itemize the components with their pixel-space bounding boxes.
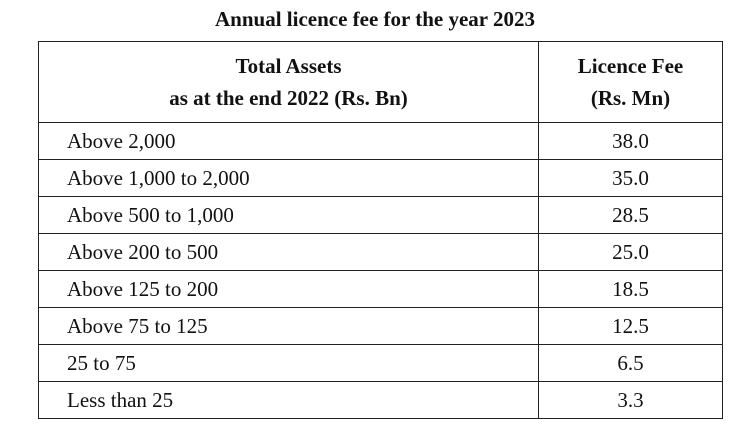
assets-cell: Above 75 to 125: [39, 308, 539, 345]
header-licence-fee: [539, 42, 723, 123]
table-row: [39, 197, 723, 234]
header-licence-fee-line1: Licence Fee: [577, 54, 684, 78]
fee-cell: 3.3: [539, 382, 723, 419]
header-total-assets-line1: Total Assets: [235, 54, 342, 78]
table-row: [39, 271, 723, 308]
fee-cell: 18.5: [539, 271, 723, 308]
table-row: [39, 234, 723, 271]
fee-cell: 6.5: [539, 345, 723, 382]
assets-cell: Less than 25: [39, 382, 539, 419]
table-row: [39, 123, 723, 160]
table-row: [39, 308, 723, 345]
fee-cell: 28.5: [539, 197, 723, 234]
assets-cell: Above 500 to 1,000: [39, 197, 539, 234]
table-row: [39, 382, 723, 419]
fee-cell: 35.0: [539, 160, 723, 197]
assets-cell: Above 2,000: [39, 123, 539, 160]
fee-cell: 12.5: [539, 308, 723, 345]
header-total-assets-line2: as at the end 2022 (Rs. Bn): [169, 86, 408, 110]
assets-cell: Above 1,000 to 2,000: [39, 160, 539, 197]
table-row: [39, 160, 723, 197]
header-licence-fee-line2: (Rs. Mn): [590, 86, 671, 110]
fee-cell: 38.0: [539, 123, 723, 160]
assets-cell: 25 to 75: [39, 345, 539, 382]
header-row: [39, 42, 723, 123]
table-row: [39, 345, 723, 382]
table-title: Annual licence fee for the year 2023: [215, 7, 535, 31]
assets-cell: Above 125 to 200: [39, 271, 539, 308]
assets-cell: Above 200 to 500: [39, 234, 539, 271]
licence-fee-table: [38, 41, 723, 419]
fee-cell: 25.0: [539, 234, 723, 271]
header-total-assets: [39, 42, 539, 123]
